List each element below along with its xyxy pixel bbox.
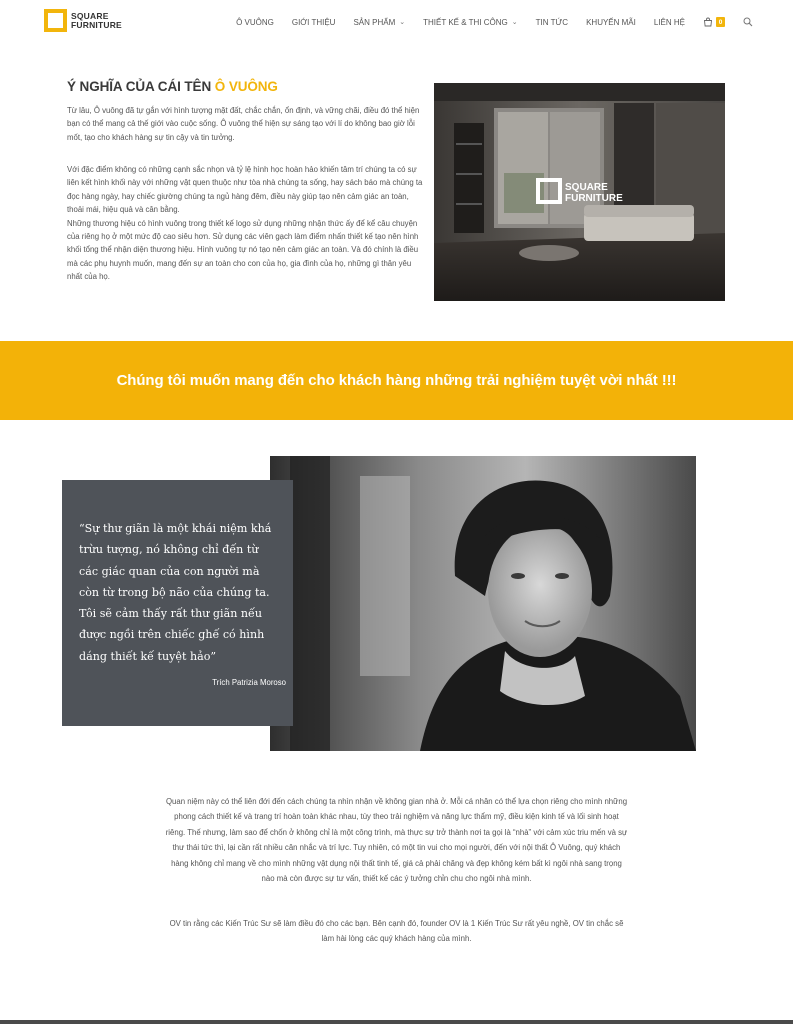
image-logo-text: SQUARE FURNITURE bbox=[565, 182, 623, 204]
body-paragraph-2: OV tin rằng các Kiến Trúc Sư sẽ làm điều đó cho các bạn. Bên cạnh đó, founder OV là 1 Kiến Trúc Sư rất yêu nghề, OV tin chắc sẽ làm hài lòng các quý khách hàng của mình. bbox=[169, 919, 624, 944]
site-header bbox=[0, 0, 793, 44]
logo-square-icon bbox=[44, 9, 67, 32]
nav-item-lien-he[interactable]: LIÊN HỆ bbox=[653, 17, 685, 27]
intro-paragraph-1: Từ lâu, Ô vuông đã tự gắn với hình tượng mặt đất, chắc chắn, ổn định, và vững chãi, điều đó thể hiện bạn có thể mang cả thế giới vào cuộc sống. Ô vuông thể hiện sự sáng tạo với lí do không bao giờ lỗi mốt, tạo cho khách hàng sự tin cậy và tin tưởng. bbox=[67, 106, 420, 142]
nav-item-gioi-thieu[interactable]: GIỚI THIỆU bbox=[291, 17, 336, 27]
bag-icon bbox=[703, 17, 713, 27]
search-icon bbox=[743, 17, 753, 27]
intro-title-highlight: Ô VUÔNG bbox=[214, 79, 278, 94]
quote-author: Trích Patrizia Moroso bbox=[212, 678, 286, 687]
search-button[interactable] bbox=[743, 17, 753, 27]
intro-title: Ý NGHĨA CỦA CÁI TÊN Ô VUÔNG bbox=[67, 79, 278, 94]
portrait-image bbox=[270, 456, 696, 751]
portrait-illustration bbox=[270, 456, 696, 751]
quote-text: “Sự thư giãn là một khái niệm khá trừu tượng, nó không chỉ đến từ các giác quan của con người mà còn từ trong bộ não của chúng ta. Tôi sẽ cảm thấy rất thư giãn nếu được ngồi trên chiếc ghế có hình dáng thiết kế tuyệt hảo” bbox=[79, 522, 272, 663]
nav-item-tin-tuc[interactable]: TIN TỨC bbox=[535, 17, 569, 27]
body-paragraph-1: Quan niệm này có thể liên đới đến cách chúng ta nhìn nhận về không gian nhà ở. Mỗi cá nhân có thể lựa chọn riêng cho mình những phong cách thiết kế và trang trí hoàn toàn khác nhau, tùy theo trải nghiệm và năng lực thẩm mỹ, điều kiện kinh tế và lối sinh hoạt riêng. Thế nhưng, làm sao để chốn ở không chỉ là một công trình, mà thực sự trở thành nơi ta gọi là “nhà” với cảm xúc triu mến và sự thư thái tức thì, lại cần rất nhiều cân nhắc và trí lực. Tuy nhiên, có một tin vui cho mọi người, đến với nội thất Ô Vuông, quý khách hàng không chỉ mang về cho mình những vật dụng nội thất tinh tế, giá cả phải chăng và đẹp không kém bất kì ngôi nhà sang trọng nào mà còn được sự tư vấn, thiết kế các ý tưởng chỉn chu cho ngôi nhà mình. bbox=[165, 797, 628, 884]
logo-line-2: FURNITURE bbox=[71, 19, 122, 30]
logo-line-1: SQUARE bbox=[71, 10, 109, 21]
chevron-down-icon: ⌄ bbox=[511, 19, 518, 26]
cart-count-badge: 0 bbox=[716, 17, 725, 27]
site-logo[interactable] bbox=[44, 9, 122, 32]
nav-item-o-vuong[interactable]: Ô VUÔNG bbox=[236, 17, 274, 27]
banner-text: Chúng tôi muốn mang đến cho khách hàng những trải nghiệm tuyệt vời nhất !!! bbox=[116, 372, 677, 389]
chevron-down-icon: ⌄ bbox=[399, 19, 406, 26]
cart-button[interactable] bbox=[703, 17, 725, 27]
nav-item-thiet-ke-thi-cong[interactable]: THIẾT KẾ & THI CÔNG ⌄ bbox=[423, 17, 518, 27]
nav-item-san-pham[interactable]: SẢN PHẨM ⌄ bbox=[353, 17, 406, 27]
living-room-image bbox=[434, 83, 725, 301]
main-nav bbox=[218, 0, 753, 44]
nav-item-khuyen-mai[interactable]: KHUYẾN MÃI bbox=[586, 17, 636, 27]
footer-divider bbox=[0, 1020, 793, 1024]
quote-card bbox=[62, 480, 293, 726]
promo-banner bbox=[0, 341, 793, 420]
intro-paragraph-2: Với đặc điểm không có những cạnh sắc nhọn và tỷ lệ hình học hoàn hảo khiến tâm trí chúng ta có sự liên kết hình khối này với những vật quen thuộc như tòa nhà chúng ta sống, hay sách báo mà chúng ta đọc hàng ngày, hay chiếc giường chúng ta ngủ hàng đêm, điều này giúp tạo nên cảm giác an toàn, thoải mái, hiệu quả và cân bằng. Những thương hiệu có hình vuông trong thiết kế logo sử dụng những nhận thức ấy để kể câu chuyện của riêng họ ở một mức độ cao siêu hơn. Sử dụng các viên gạch làm điểm nhấn thiết kế tạo nên hình khối tổng thể nhận diện thương hiệu. Hình vuông tự nó tạo nên cảm giác an toàn. Và đó chính là điều mà các phụ huynh muốn, mang đến sự an toàn cho con của họ, gia đình của họ, những gì thân yêu nhất của họ. bbox=[67, 165, 423, 282]
